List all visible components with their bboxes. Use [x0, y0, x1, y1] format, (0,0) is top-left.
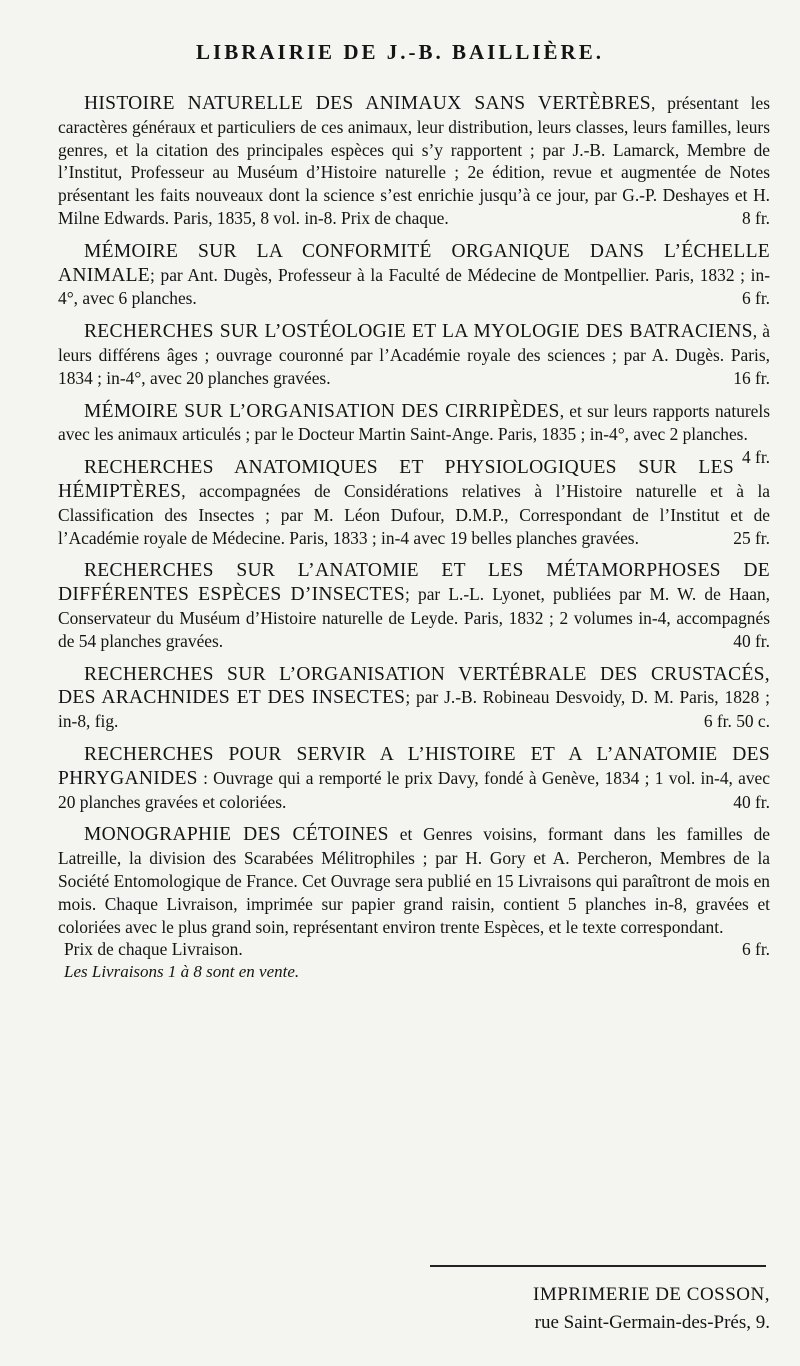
catalog-entry	[58, 456, 770, 549]
entry-price: 40 fr.	[733, 791, 770, 812]
entry-body: , présentant les caractères généraux et particuliers de ces animaux, leur distribution, leurs classes, leurs familles, leurs genres, et la citation des principales espèces qui s’y rapportent ; par J.-B. Lamarck, Membre de l’Institut, Professeur au Muséum d’Histoire naturelle ; 2e édition, revue et augmentée de Notes présentant les faits nouveaux dont la science s’est enrichie jusqu’à ce jour, par G.-P. Deshayes et H. Milne Edwards. Paris, 1835, 8 vol. in-8. Prix de chaque.	[58, 93, 770, 228]
livraison-note: Les Livraisons 1 à 8 sont en vente.	[64, 962, 300, 982]
entry-title: RECHERCHES SUR L’ANATOMIE ET LES MÉTAMORPHOSES DE DIFFÉRENTES ESPÈCES D’INSECTES	[58, 560, 770, 606]
entry-body: ; par Ant. Dugès, Professeur à la Faculté de Médecine de Montpellier. Paris, 1832 ; in-4°, avec 6 planches.	[58, 264, 770, 309]
imprint-printer: IMPRIMERIE DE COSSON,	[533, 1284, 770, 1305]
catalog-entry	[58, 743, 770, 813]
entry-title: MÉMOIRE SUR L’ORGANISATION DES CIRRIPÈDES	[84, 400, 560, 422]
entry-price: 6 fr.	[741, 288, 770, 309]
entry-price: 25 fr.	[733, 527, 770, 548]
entry-title: RECHERCHES SUR L’OSTÉOLOGIE ET LA MYOLOGIE DES BATRACIENS	[84, 321, 753, 343]
entry-title: RECHERCHES POUR SERVIR A L’HISTOIRE ET A L’ANATOMIE DES PHRYGANIDES	[58, 743, 770, 789]
entry-body: : Ouvrage qui a remporté le prix Davy, fondé à Genève, 1834 ; 1 vol. in-4, avec 20 planches gravées et coloriées.	[58, 767, 770, 812]
entry-body: ; par J.-B. Robineau Desvoidy, D. M. Paris, 1828 ; in-8, fig.	[58, 687, 770, 732]
livraison-price: 6 fr.	[741, 939, 770, 960]
entry-title: RECHERCHES SUR L’ORGANISATION VERTÉBRALE DES CRUSTACÉS, DES ARACHNIDES ET DES INSECTES	[58, 663, 770, 709]
entry-title: RECHERCHES ANATOMIQUES ET PHYSIOLOGIQUES SUR LES HÉMIPTÈRES	[58, 457, 734, 502]
entry-price: 16 fr.	[733, 367, 770, 388]
imprint-address: rue Saint-Germain-des-Prés, 9.	[534, 1312, 770, 1333]
imprint	[440, 1284, 770, 1334]
catalog-entry	[58, 559, 770, 652]
entry-body: , accompagnées de Considérations relatives à l’Histoire naturelle et à la Classification des Insectes ; par M. Léon Dufour, D.M.P., Correspondant de l’Institut et de l’Académie royale de Médecine. Paris, 1833 ; in-4 avec 19 belles planches gravées.	[58, 480, 770, 548]
entry-body: et Genres voisins, formant dans les familles de Latreille, la division des Scarabées Mélitrophiles ; par H. Gory et A. Percheron, Membres de la Société Entomologique de France. Cet Ouvrage sera publié en 15 Livraisons qui paraîtront de mois en mois. Chaque Livraison, imprimée sur papier grand raisin, contient 5 planches in-8, gravées et coloriées avec le plus grand soin, représentant environ trente Espèces, et le texte correspondant.	[58, 824, 770, 937]
catalog-entry	[58, 240, 770, 310]
catalog-entry	[58, 823, 770, 938]
entry-price: 6 fr. 50 c.	[703, 711, 770, 732]
catalog-entry	[58, 663, 770, 733]
entry-body: , à leurs différens âges ; ouvrage couronné par l’Académie royale des sciences ; par A. Dugès. Paris, 1834 ; in-4°, avec 20 planches gravées.	[58, 321, 770, 388]
entry-title: HISTOIRE NATURELLE DES ANIMAUX SANS VERTÈBRES	[84, 93, 651, 114]
entry-price: 4 fr.	[741, 447, 770, 468]
entry-title: MÉMOIRE SUR LA CONFORMITÉ ORGANIQUE DANS L’ÉCHELLE ANIMALE	[58, 240, 770, 286]
catalog-entry	[58, 92, 770, 230]
catalog-entry	[58, 400, 771, 468]
entry-price: 8 fr.	[741, 207, 770, 228]
entry-body: , et sur leurs rapports naturels avec les animaux articulés ; par le Docteur Martin Saint-Ange. Paris, 1835 ; in-4°, avec 2 planches.	[58, 400, 771, 445]
catalog-entries	[58, 92, 770, 984]
livraison-price-line	[58, 938, 770, 961]
entry-body: ; par L.-L. Lyonet, publiées par M. W. de Haan, Conservateur du Muséum d’Histoire naturelle de Leyde. Paris, 1832 ; 2 volumes in-4, accompagnés de 54 planches gravées.	[58, 584, 770, 651]
livraison-label: Prix de chaque Livraison.	[64, 939, 243, 960]
page-header: LIBRAIRIE DE J.-B. BAILLIÈRE.	[196, 40, 604, 64]
entry-title: MONOGRAPHIE DES CÉTOINES	[84, 824, 389, 846]
catalog-entry	[58, 320, 770, 389]
imprint-divider	[430, 1265, 766, 1267]
entry-price: 40 fr.	[733, 630, 770, 651]
